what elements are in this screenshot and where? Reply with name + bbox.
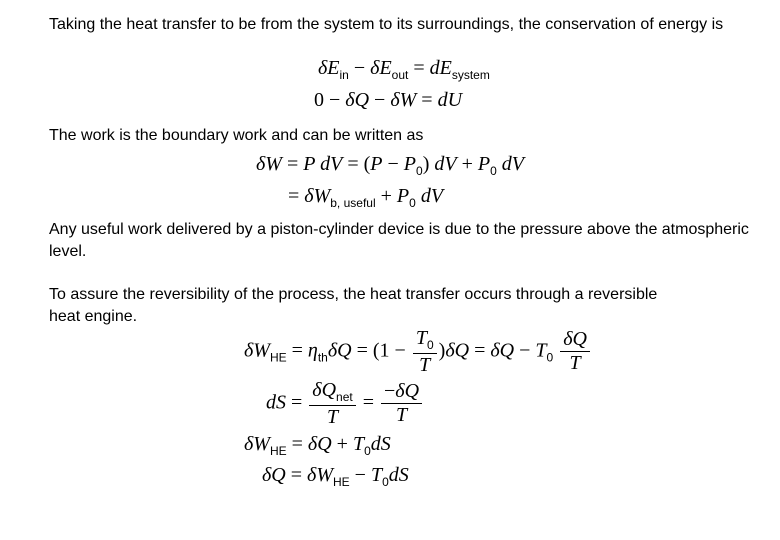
useful-work-equation: = $\delta W_{b, useful} + P_0$ dV	[288, 185, 444, 210]
boundary-work-equation: δW = P dV = $(P - P_0)$ dV + $P_0$ dV	[256, 153, 524, 178]
intro-paragraph: Taking the heat transfer to be from the system to its surroundings, the conservation of energy is	[49, 16, 724, 33]
heat-engine-work-equation: $\delta W_{HE} = \eta_{th}\delta Q = (1$ − $\frac{T_0}{T}$ )$\delta Q = \delta Q - T_0$ $\frac{\delta Q}{T}$	[244, 328, 592, 376]
useful-work-paragraph: Any useful work delivered by a piston-cylinder device is due to the pressure above the atmospheric level.	[49, 221, 749, 260]
heat-transfer-equation: $\delta Q = \delta W_{HE} - T_0dS$	[262, 464, 409, 489]
energy-balance-equation: $\delta E_{in} - \delta E_{out} = dE_{system}$	[318, 57, 490, 82]
energy-balance-simplified-equation: 0 − δQ − δW = dU	[314, 89, 463, 111]
work-paragraph: The work is the boundary work and can be written as	[49, 127, 424, 144]
reversibility-paragraph: To assure the reversibility of the process, the heat transfer occurs through a reversible heat engine.	[49, 286, 658, 325]
entropy-change-equation: dS = $\frac{\delta Q_{net}}{T}$ = $\frac{-\delta Q}{T}$	[266, 380, 424, 428]
heat-engine-work-entropy-equation: $\delta W_{HE} = \delta Q + T_0dS$	[244, 433, 391, 458]
